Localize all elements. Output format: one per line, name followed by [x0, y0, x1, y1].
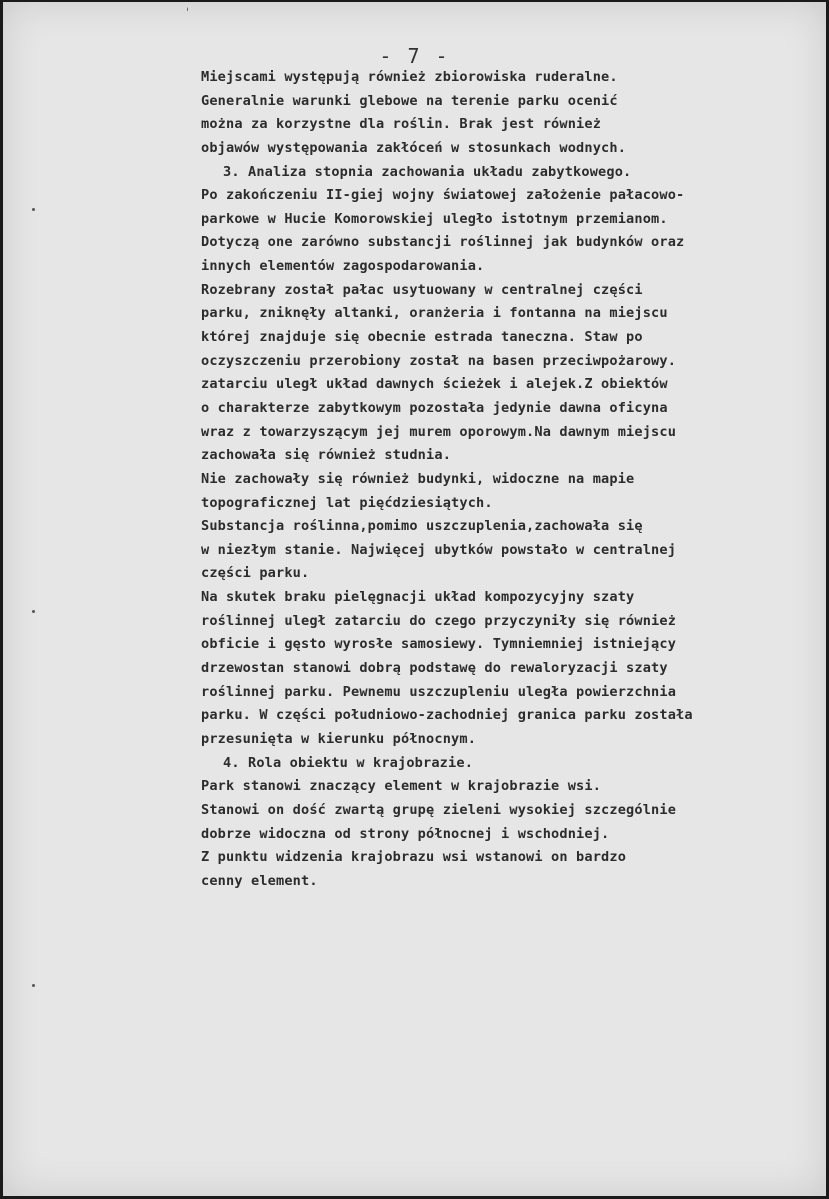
text-line: parku. W części południowo-zachodniej granica parku została [201, 707, 693, 724]
text-line: części parku. [201, 565, 310, 582]
text-line: Rozebrany został pałac usytuowany w centralnej części [201, 281, 643, 298]
text-line: dobrze widoczna od strony północnej i wschodniej. [201, 825, 610, 842]
text-line: zachowała się również studnia. [201, 447, 452, 464]
text-line: parkowe w Hucie Komorowskiej uległo istotnym przemianom. [201, 210, 668, 227]
text-line: przesunięta w kierunku północnym. [201, 730, 477, 747]
text-line: obficie i gęsto wyrosłe samosiewy. Tymniemniej istniejący [201, 636, 677, 653]
text-line: można za korzystne dla roślin. Brak jest również [201, 116, 602, 133]
text-line: Park stanowi znaczący element w krajobrazie wsi. [201, 778, 602, 795]
section-heading: 4. Rola obiektu w krajobrazie. [223, 754, 474, 771]
text-line: o charakterze zabytkowym pozostała jedynie dawna oficyna [201, 399, 668, 416]
text-line: Stanowi on dość zwartą grupę zieleni wysokiej szczególnie [201, 801, 677, 818]
margin-dot [32, 208, 35, 211]
text-line: w niezłym stanie. Najwięcej ubytków powstało w centralnej [201, 541, 677, 558]
text-line: Dotyczą one zarówno substancji roślinnej jak budynków oraz [201, 234, 685, 251]
text-line: Nie zachowały się również budynki, widoczne na mapie [201, 470, 635, 487]
text-line: cenny element. [201, 872, 318, 889]
text-line: Po zakończeniu II-giej wojny światowej założenie pałacowo- [201, 187, 685, 204]
text-line: Miejscami występują również zbiorowiska ruderalne. [201, 69, 618, 85]
text-line: parku, zniknęły altanki, oranżeria i fontanna na miejscu [201, 305, 668, 322]
text-line: roślinnej parku. Pewnemu uszczupleniu uległa powierzchnia [201, 683, 677, 700]
margin-dot [32, 610, 35, 613]
page-number: - 7 - [379, 44, 450, 68]
body-text [201, 66, 811, 893]
text-line: Generalnie warunki glebowe na terenie parku ocenić [201, 92, 618, 109]
text-line: objawów występowania zakłóceń w stosunkach wodnych. [201, 139, 627, 156]
text-line: Na skutek braku pielęgnacji układ kompozycyjny szaty [201, 589, 635, 606]
document-page [3, 2, 826, 1196]
text-line: zatarciu uległ układ dawnych ścieżek i alejek.Z obiektów [201, 376, 668, 393]
text-line: drzewostan stanowi dobrą podstawę do rewaloryzacji szaty [201, 660, 668, 677]
text-line: której znajduje się obecnie estrada taneczna. Staw po [201, 329, 643, 346]
corner-mark: ˈ [184, 6, 192, 20]
text-line: wraz z towarzyszącym jej murem oporowym.Na dawnym miejscu [201, 423, 677, 440]
text-line: oczyszczeniu przerobiony został na basen przeciwpożarowy. [201, 352, 677, 369]
section-heading: 3. Analiza stopnia zachowania układu zabytkowego. [223, 163, 632, 180]
text-line: innych elementów zagospodarowania. [201, 258, 485, 275]
text-line: Substancja roślinna,pomimo uszczuplenia,zachowała się [201, 518, 643, 535]
text-line: roślinnej uległ zatarciu do czego przyczyniły się również [201, 612, 677, 629]
text-line: Z punktu widzenia krajobrazu wsi wstanowi on bardzo [201, 849, 627, 866]
text-line: topograficznej lat pięćdziesiątych. [201, 494, 493, 511]
margin-dot [32, 984, 35, 987]
